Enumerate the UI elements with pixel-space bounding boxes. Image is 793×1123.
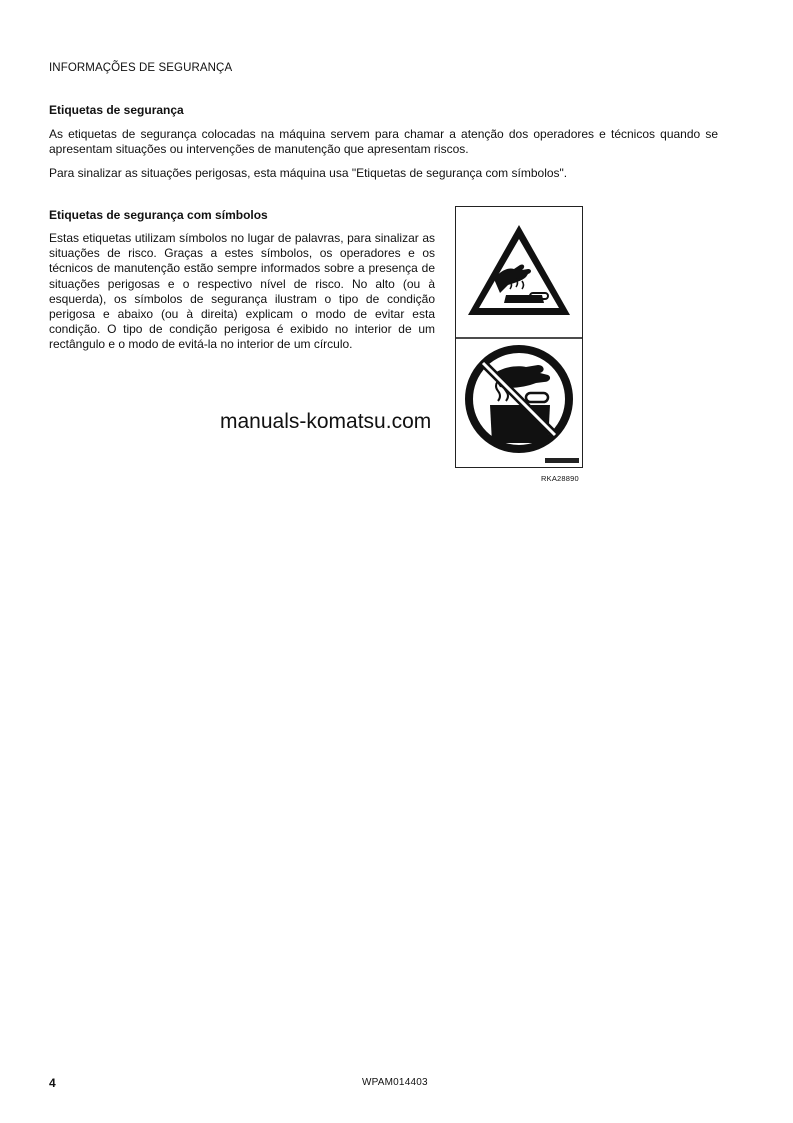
figure-reference-code: RKA28890 (541, 474, 579, 483)
paragraph-safety-labels-usage: Para sinalizar as situações perigosas, esta máquina usa "Etiquetas de segurança com símbolos". (49, 166, 568, 180)
page-number: 4 (49, 1076, 56, 1090)
safety-label-figure (455, 206, 583, 468)
section-header: INFORMAÇÕES DE SEGURANÇA (49, 62, 233, 74)
paragraph-safety-labels-intro: As etiquetas de segurança colocadas na máquina servem para chamar a atenção dos operadores e técnicos quando se apresentam situações ou intervenções de manutenção que apresentam riscos. (49, 127, 718, 156)
watermark-text: manuals-komatsu.com (220, 410, 432, 433)
paragraph-symbol-labels: Estas etiquetas utilizam símbolos no lugar de palavras, para sinalizar as situações de risco. Graças a estes símbolos, os operadores e os técnicos de manutenção estão sempre informados sobre a presença de situações perigosas e o respectivo nível de risco. No alto (ou à esquerda), os símbolos de segurança ilustram o tipo de condição perigosa e abaixo (ou à direita) explicam o modo de evitar esta condição. O tipo de condição perigosa é exibido no interior de um rectângulo e o modo de evitá-la no interior de um círculo. (49, 231, 435, 352)
document-code: WPAM014403 (362, 1077, 428, 1088)
do-not-touch-prohibition-icon (469, 349, 569, 449)
hot-surface-warning-icon (468, 225, 570, 315)
heading-symbol-labels: Etiquetas de segurança com símbolos (49, 208, 268, 222)
heading-safety-labels: Etiquetas de segurança (49, 103, 184, 117)
